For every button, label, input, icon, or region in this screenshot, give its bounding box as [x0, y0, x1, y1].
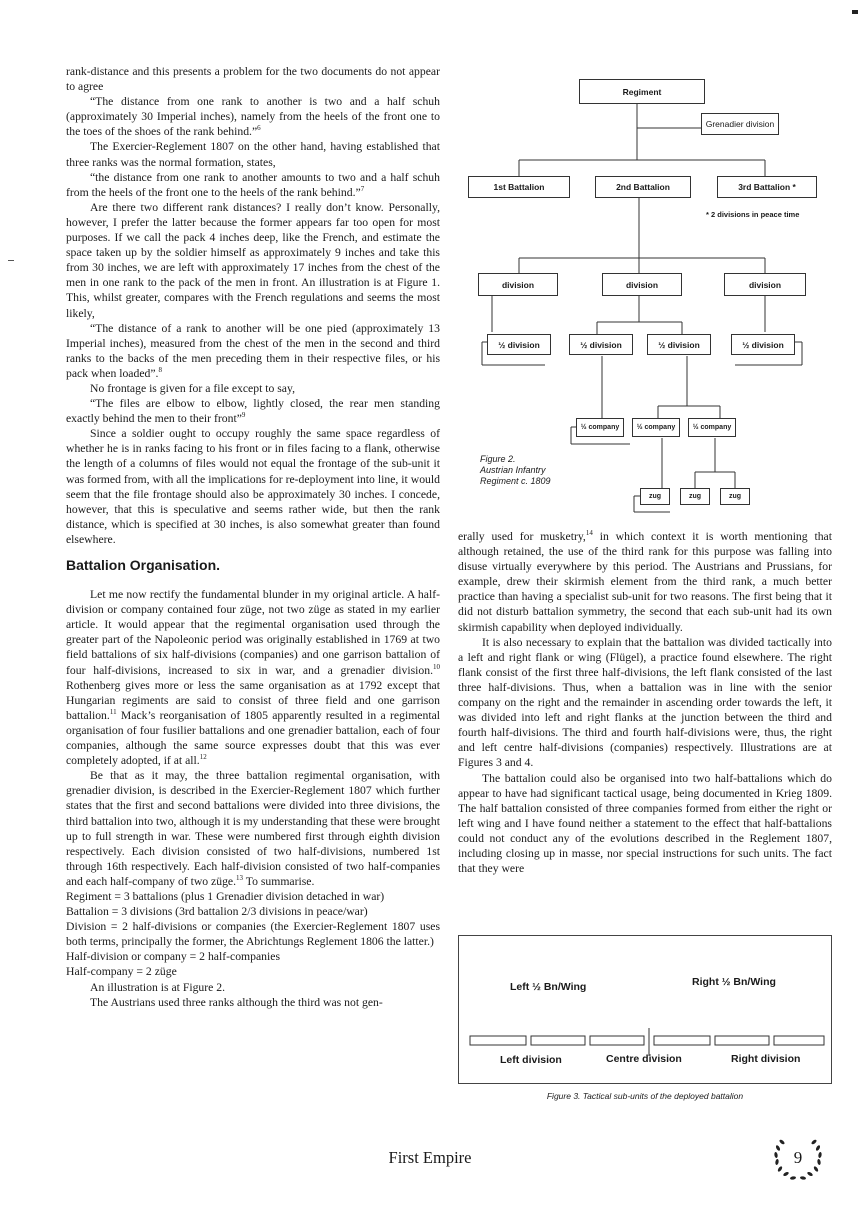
paragraph: Are there two different rank distances? I really don’t know. Personally, however, I prefer the latter because the former appears far too open for most purposes. If we call the pack 4 inches deep, like the French, and estimate the space taken up by the soldier himself as approximately 9 inches and take this from 30 inches, we are left with approximately 17 inches from the chest of the men in one rank to the pack of the men in front. An illustration is at Figure 1. This, whilst greater, compares with the French regulations and seems the most likely, [66, 200, 440, 320]
division-box: division [478, 273, 558, 296]
battalion-box-1: 1st Battalion [468, 176, 570, 198]
division-box: division [724, 273, 806, 296]
zug-box: zug [720, 488, 750, 505]
left-division-label: Left division [500, 1054, 562, 1066]
page-number: 9 [793, 1148, 803, 1167]
battalion-box-3: 3rd Battalion * [717, 176, 817, 198]
zug-box: zug [680, 488, 710, 505]
footer-title: First Empire [388, 1148, 472, 1167]
right-column [458, 529, 832, 876]
summary-line: Half-division or company = 2 half-companies [66, 950, 280, 964]
right-wing-label: Right ½ Bn/Wing [692, 976, 776, 988]
paragraph: Let me now rectify the fundamental blunder in my original article. A half-division or company contained four züge, not two züge as stated in my earlier article. It would appear that the regimental organisation used through the greater part of the Napoleonic period was originally established in 1769 at two field battalions of six half-divisions (companies) and one garrison battalion of four half-divisions, increased to six in war, and a grenadier division.$^{10}$ Rothenberg gives more or less the same organisation as at 1792 except that Hungarian regiments are said to consist of three field and one garrison battalion.$^{11}$ Mack’s reorganisation of 1805 apparently resulted in a regimental organisation of four fusilier battalions and one grenadier battalion, each of four companies, although the same source expresses doubt that this was ever completely adopted, if at all.$^{12}$ [66, 588, 440, 768]
left-wing-label: Left ½ Bn/Wing [510, 981, 587, 993]
paragraph: Be that as it may, the three battalion regimental organisation, with grenadier division, is described in the Exercier-Reglement 1807 which further states that the first and second battalions were divided into three divisions, the third battalion into two, although it is my understanding that these were brought up to full strength in war. These were numbered first through eighth division respectively. Each division consisted of two half-divisions, numbered 1st through 16th respectively. Each half-division consisted of two half-companies and each half-company of two züge.$^{13}$ To summarise. [66, 769, 440, 888]
paragraph: It is also necessary to explain that the battalion was divided tactically into a left and right flank or wing (Flügel), a practice found elsewhere. The right flank consist of the first three half-divisions, the left flank consisted of the last three half-divisions. Thus, when a battalion was in line with the senior company on the right and the remainder in ascending order towards the left, it was divided into left and right flanks at the junction between the third and fourth half-divisions. The third and fourth half-divisions were, thus, the right and left centre half-divisions (companies) respectively. Illustrations are at Figures 3 and 4. [458, 635, 832, 770]
quote: “The distance from one rank to another is two and a half schuh (approximately 30 Imperial inches), namely from the heels of the front one to the toes of the shoes of the rank behind.”$^6$ [66, 95, 440, 139]
figure-2-caption: Figure 2. Austrian Infantry Regiment c. 1809 [480, 454, 551, 486]
paragraph: No frontage is given for a file except to say, [90, 381, 295, 395]
quote: “The distance of a rank to another will be one pied (approximately 13 Imperial inches), measured from the chest of the men in the second and third ranks to the backs of the men preceding them in their respective files, or his pack when loaded”.$^8$ [66, 321, 440, 380]
half-division-box: ½ division [647, 334, 711, 355]
grenadier-division-box: Grenadier division [701, 113, 779, 135]
paragraph: The Austrians used three ranks although the third was not gen- [90, 995, 383, 1009]
figure-2-org-chart [450, 60, 850, 530]
left-column [66, 64, 440, 1010]
regiment-box: Regiment [579, 79, 705, 104]
battalion-box-2: 2nd Battalion [595, 176, 691, 198]
half-division-box: ½ division [487, 334, 551, 355]
section-heading: Battalion Organisation. [66, 557, 221, 573]
paragraph: rank-distance and this presents a problem for the two documents do not appear to agree [66, 65, 440, 94]
paragraph: The Exercier-Reglement 1807 on the other hand, having established that three ranks was the normal formation, states, [66, 140, 440, 169]
paragraph: An illustration is at Figure 2. [90, 980, 226, 994]
page-number-wreath [768, 1132, 828, 1184]
summary-line: Division = 2 half-divisions or companies (the Exercier-Reglement 1807 uses both terms, principally the former, the Abrichtungs Reglement 1806 the latter.) [66, 920, 440, 949]
summary-line: Regiment = 3 battalions (plus 1 Grenadier division detached in war) [66, 889, 385, 903]
figure-3-caption: Figure 3. Tactical sub-units of the deployed battalion [546, 1091, 744, 1101]
half-company-box: ½ company [576, 418, 624, 437]
quote: “the distance from one rank to another amounts to two and a half schuh from the heels of the front one to the heels of the rank behind.”$^7$ [66, 170, 440, 199]
peace-time-note: * 2 divisions in peace time [706, 210, 800, 219]
summary-line: Battalion = 3 divisions (3rd battalion 2/3 divisions in peace/war) [66, 905, 368, 919]
paragraph: The battalion could also be organised into two half-battalions which do appear to have had significant tactical usage, being documented in Krieg 1809. The half battalion consisted of three companies formed from either the right or left wing and I have found neither a statement to the effect that half-battalions could not conduct any of the evolutions described in the Reglement 1807, including closing up in masse, nor special instructions for such units. The fact that they were [458, 771, 832, 876]
right-division-label: Right division [731, 1053, 801, 1065]
figure-3 [458, 935, 832, 1101]
division-box: division [602, 273, 682, 296]
summary-line: Half-company = 2 züge [66, 965, 177, 979]
paragraph: Since a soldier ought to occupy roughly the same space regardless of whether he is in ranks facing to his front or in files facing to a flank, otherwise the length of a columns of files would not equal the frontage of the sub-unit it was formed from, with all the implications for re-deployment into line, it would seem that the file frontage should also be approximately 30 inches. I concede, however, that this is speculative and seems rather wide, but then the rank distance, which is specified at 30 inches, is also somewhat greater than found elsewhere. [66, 427, 440, 546]
half-company-box: ½ company [632, 418, 680, 437]
paragraph: erally used for musketry,$^{14}$ in which context it is worth mentioning that although retained, the use of the third rank for this purpose was falling into disuse virtually everywhere by this period. The Austrians and Prussians, for example, drew their skirmish element from the third rank, a much better practice than having a specialist sub-unit for two reasons. The first being that it did not disturb battalion symmetry, the second that each sub-unit had its own skirmish capability when deployed individually. [458, 529, 832, 634]
corner-mark [852, 10, 858, 14]
margin-mark [8, 260, 14, 261]
half-division-box: ½ division [569, 334, 633, 355]
half-company-box: ½ company [688, 418, 736, 437]
centre-division-label: Centre division [606, 1053, 682, 1065]
half-division-box: ½ division [731, 334, 795, 355]
zug-box: zug [640, 488, 670, 505]
quote: “The files are elbow to elbow, lightly closed, the rear men standing exactly behind the men to their front”$^9$ [66, 397, 440, 426]
